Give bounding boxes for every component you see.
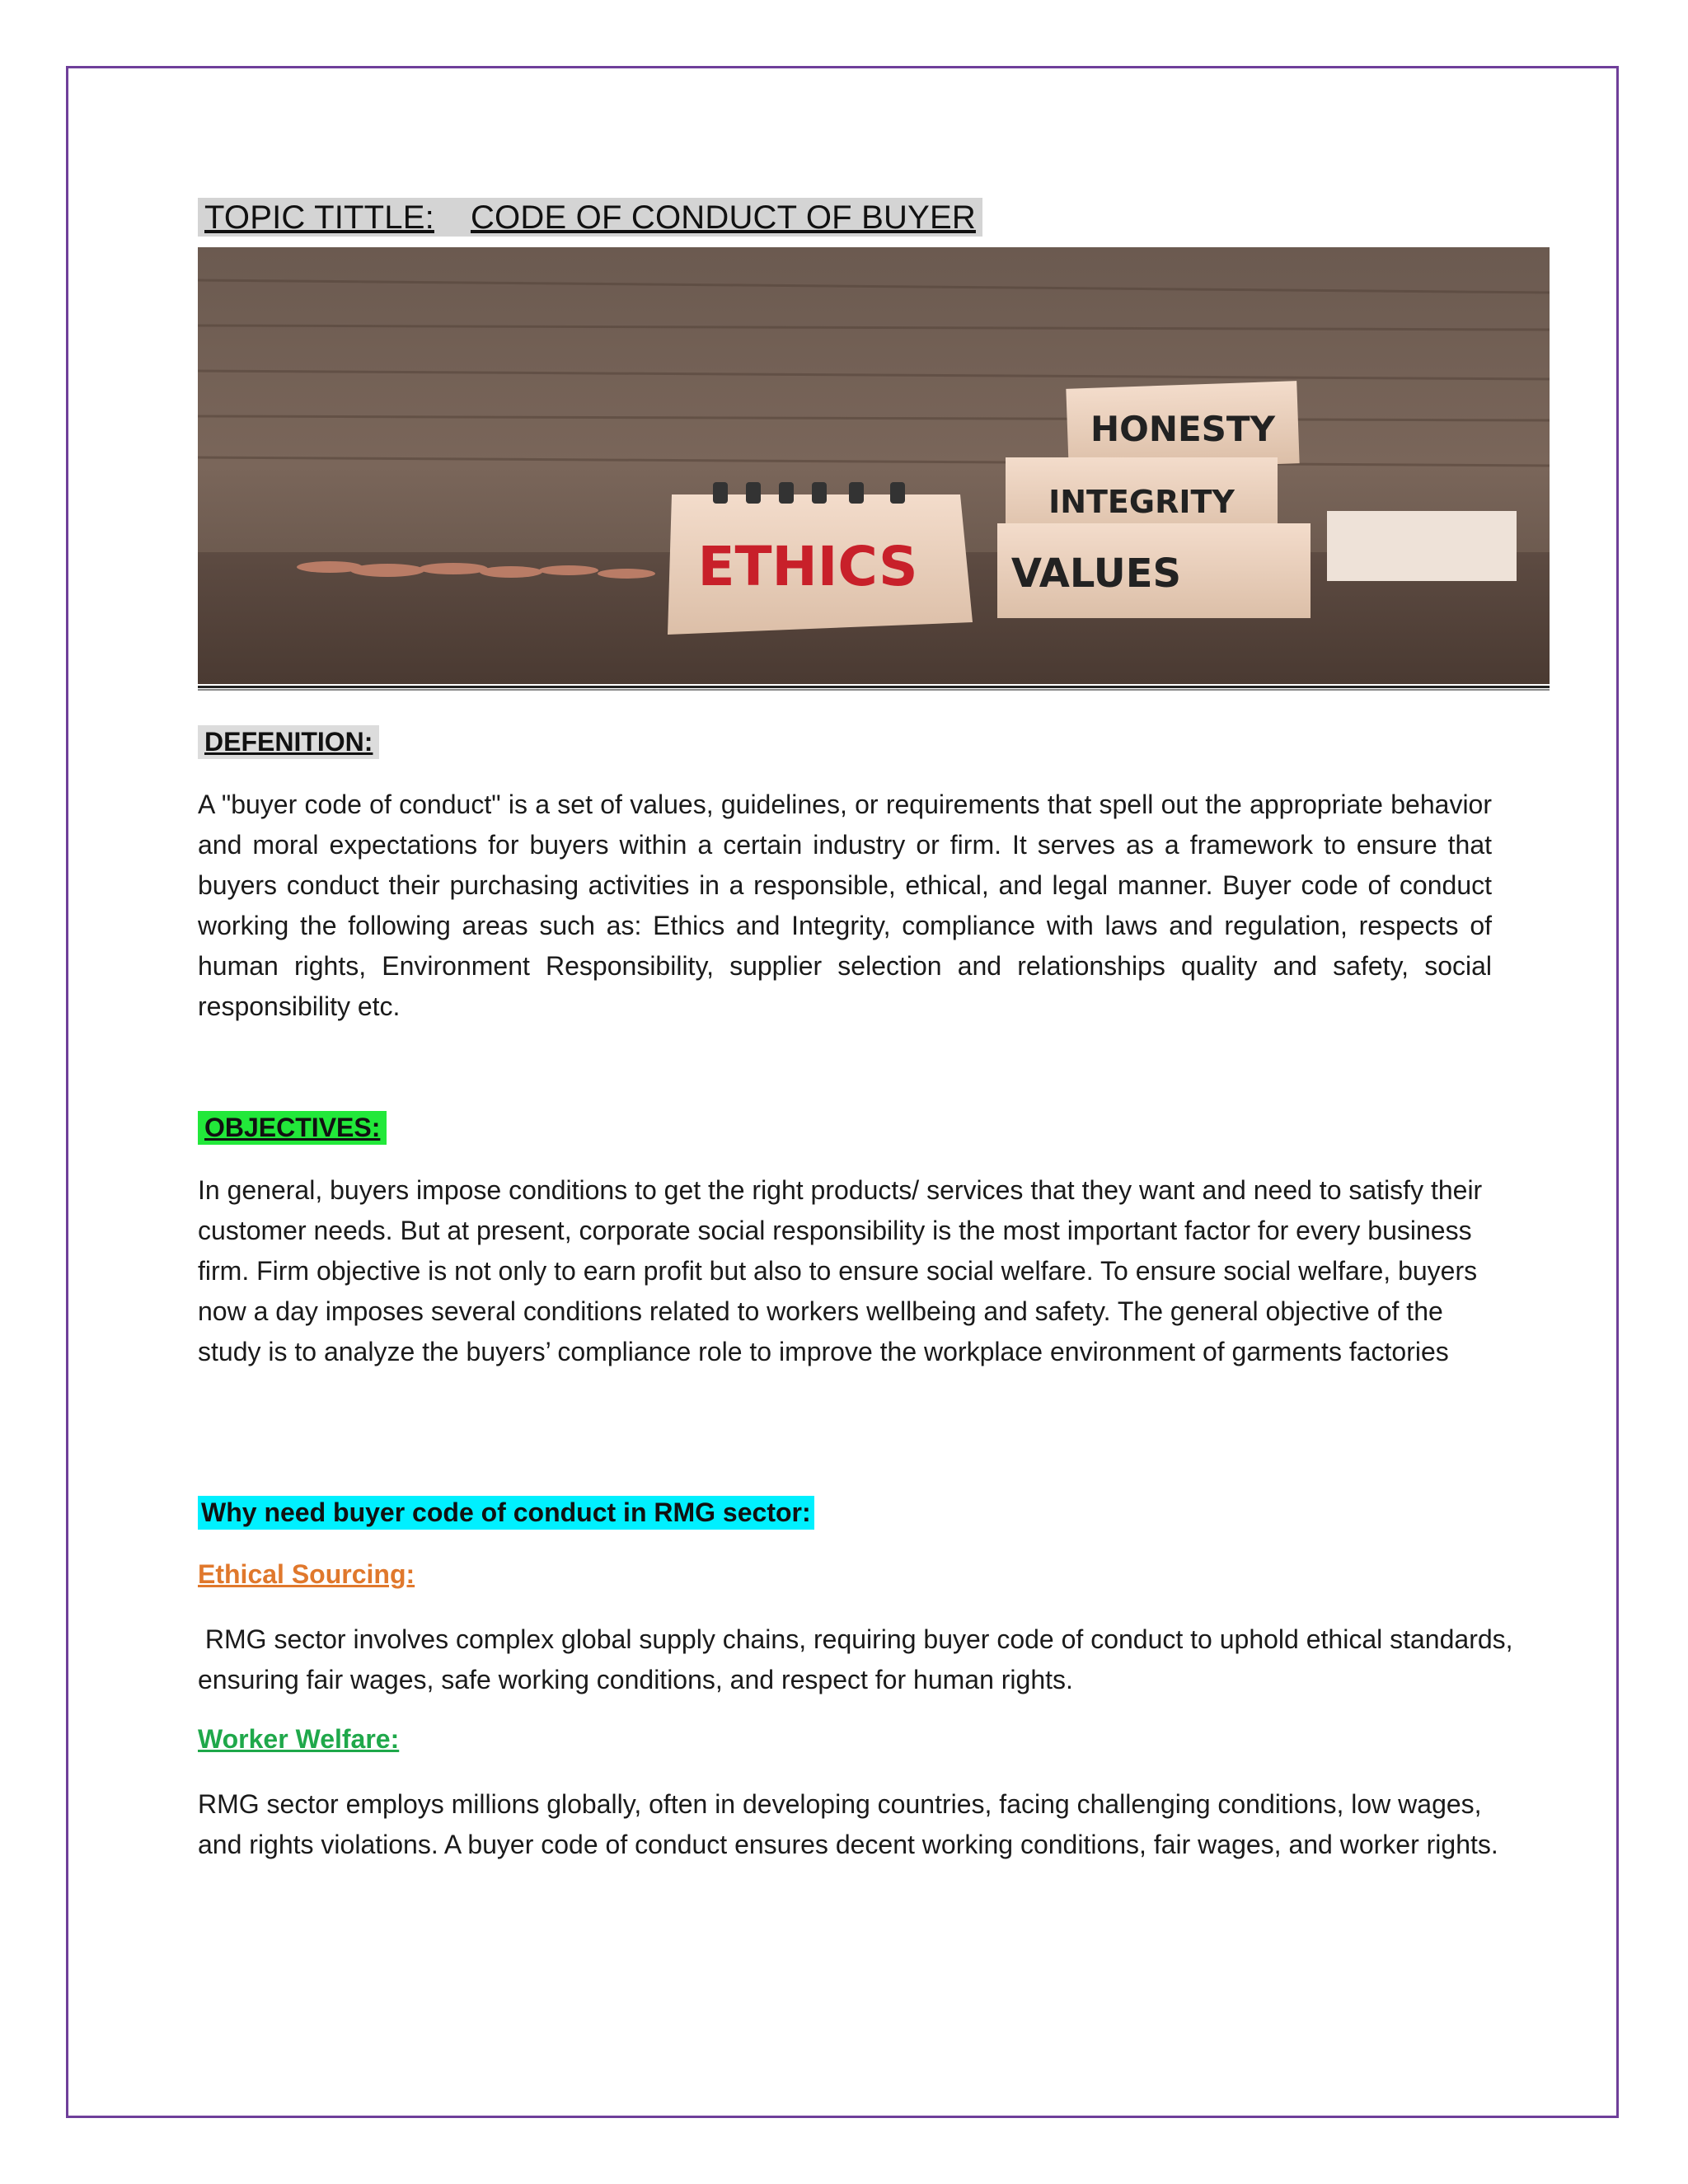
ethical-sourcing-paragraph: RMG sector involves complex global supply chains, requiring buyer code of conduct to uphold ethical standards, ensuring fair wages, safe working conditions, and respect for human rights. [198,1624,1521,1694]
why-heading: Why need buyer code of conduct in RMG sector: [198,1496,814,1530]
hero-word-honesty: HONESTY [1090,409,1276,449]
objectives-heading: OBJECTIVES: [198,1111,387,1145]
page-title [198,198,982,237]
hero-word-integrity: INTEGRITY [1048,484,1235,520]
objectives-paragraph: In general, buyers impose conditions to get the right products/ services that they want and need to satisfy their customer needs. But at present, corporate social responsibility is the most important factor for every business firm. Firm objective is not only to earn profit but also to ensure social welfare. To ensure social welfare, buyers now a day imposes several conditions related to workers wellbeing and safety. The general objective of the study is to analyze the buyers’ compliance role to improve the workplace environment of garments factories [198,1175,1483,1366]
ethical-sourcing-heading: Ethical Sourcing: [198,1559,415,1589]
title-text: CODE OF CONDUCT OF BUYER [470,199,976,236]
title-label: TOPIC TITTLE: [204,199,434,236]
definition-paragraph: A "buyer code of conduct" is a set of values, guidelines, or requirements that spell out the appropriate behavior and moral expectations for buyers within a certain industry or firm. It serves as a framework to ensure that buyers conduct their purchasing activities in a responsible, ethical, and legal manner. Buyer code of conduct working the following areas such as: Ethics and Integrity, compliance with laws and regulation, respects of human rights, Environment Responsibility, supplier selection and relationships quality and safety, social responsibility etc. [198,790,1492,1021]
hero-divider [198,686,1550,691]
hero-word-ethics: ETHICS [697,535,918,598]
definition-heading: DEFENITION: [198,725,379,759]
hero-word-values: VALUES [1010,551,1182,597]
hero-ethics-image [198,247,1550,684]
worker-welfare-heading: Worker Welfare: [198,1724,400,1754]
worker-welfare-paragraph: RMG sector employs millions globally, often in developing countries, facing challenging conditions, low wages, and rights violations. A buyer code of conduct ensures decent working conditions, fair wages, and worker rights. [198,1789,1498,1859]
